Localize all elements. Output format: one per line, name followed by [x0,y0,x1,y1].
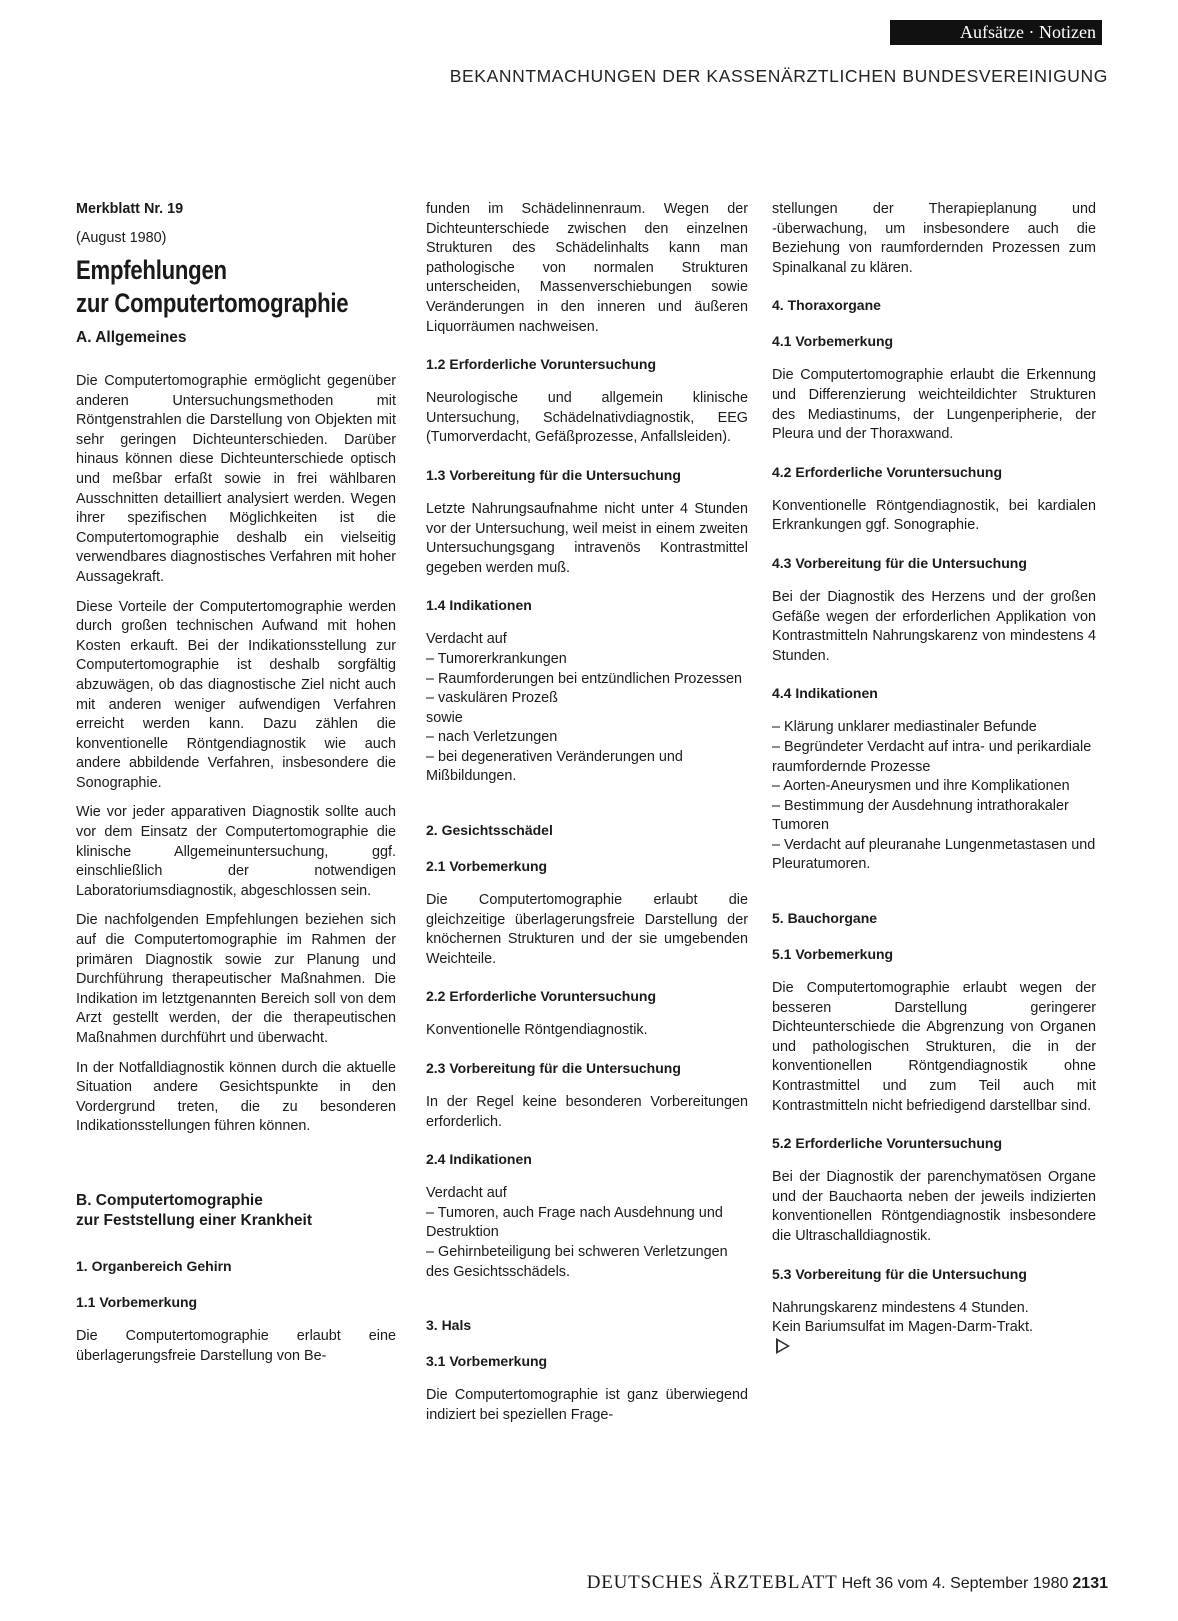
title-line-2: zur Computertomographie [76,288,349,318]
list-item: – Begründeter Verdacht auf intra- und perikardiale raumfordernde Prozesse [772,738,1092,775]
heading-b-line-1: B. Computertomographie [76,1191,263,1209]
issue-info: Heft 36 vom 4. September 1980 [841,1575,1069,1592]
paragraph: Konventionelle Röntgendiagnostik, bei kardialen Erkrankungen ggf. Sonographie. [772,497,1096,534]
paragraph: Diese Vorteile der Computertomographie werden durch großen technischen Aufwand mit hohen Kosten erkauft. Bei der Indikationsstellung zur Computertomographie ist deshalb sorgfältig abzuwägen, ob das diagnostische Ziel nicht auch mit anderen weniger aufwendigen Verfahren erreicht werden kann. Dazu zählen die konventionelle Röntgendiagnostik wie auch andere abbildende Verfahren, insbesondere die Sonographie. [76,598,396,791]
list-item: – Raumforderungen bei entzündlichen Prozessen [426,670,742,687]
list-item: sowie [426,709,463,726]
heading-1: 1. Organbereich Gehirn [76,1257,232,1274]
list-item: Verdacht auf [426,1185,507,1202]
text-line-with-arrow [772,1318,1096,1354]
list-item: – Klärung unklarer mediastinaler Befunde [772,719,1037,736]
heading-4-4: 4.4 Indikationen [772,685,878,702]
paragraph: stellungen der Therapieplanung und -überwachung, um insbesondere auch die Beziehung von raumfordernden Prozessen zum Spinalkanal zu klären. [772,201,1096,276]
heading-4-1: 4.1 Vorbemerkung [772,333,894,350]
heading-b-line-2: zur Feststellung einer Krankheit [76,1211,312,1229]
text-line: Kein Bariumsulfat im Magen-Darm-Trakt. [772,1319,1033,1336]
column-3 [772,200,1096,1364]
indication-list-4-4 [772,718,1096,875]
paragraph: Die Computertomographie erlaubt die Erkennung und Differenzierung weichteildichter Strukturen des Mediastinums, der Lungenperipherie, der Pleura und der Thoraxwand. [772,367,1096,443]
list-item: – Verdacht auf pleuranahe Lungenmetastasen und Pleuratumoren. [772,836,1096,873]
heading-2-3: 2.3 Vorbereitung für die Untersuchung [426,1060,681,1077]
masthead: DEUTSCHES ÄRZTEBLATT [586,1572,838,1593]
list-item: – Tumoren, auch Frage nach Ausdehnung und Destruktion [426,1204,723,1241]
title-line-1: Empfehlungen [76,255,227,285]
list-item: Verdacht auf [426,631,507,648]
merkblatt-date: (August 1980) [76,230,167,246]
list-item: – Bestimmung der Ausdehnung intrathorakaler Tumoren [772,797,1069,834]
heading-5-3: 5.3 Vorbereitung für die Untersuchung [772,1265,1027,1282]
heading-1-3: 1.3 Vorbereitung für die Untersuchung [426,466,681,483]
heading-3: 3. Hals [426,1317,472,1334]
list-item: – vaskulären Prozeß [426,690,558,707]
heading-5-2: 5.2 Erforderliche Voruntersuchung [772,1135,1003,1152]
list-item: – Tumorerkrankungen [426,650,567,667]
running-header: BEKANNTMACHUNGEN DER KASSENÄRZTLICHEN BUNDESVEREINIGUNG [449,66,1108,86]
column-1 [76,200,396,1376]
list-item: – Aorten-Aneurysmen und ihre Komplikationen [772,778,1070,795]
paragraph: Letzte Nahrungsaufnahme nicht unter 4 Stunden vor der Untersuchung, weil meist in einem zweiten Untersuchungsgang intravenös Kontrastmittel gegeben werden muß. [426,500,748,576]
heading-2-2: 2.2 Erforderliche Voruntersuchung [426,988,657,1005]
indication-list-2-4 [426,1184,748,1282]
indication-list-1-4 [426,630,748,787]
heading-4-3: 4.3 Vorbereitung für die Untersuchung [772,554,1027,571]
paragraph: Wie vor jeder apparativen Diagnostik sollte auch vor dem Einsatz der Computertomographie die klinische Allgemeinuntersuchung, ggf. einschließlich der notwendigen Laboratoriumsdiagnostik, abgeschlossen sein. [76,804,396,899]
paragraph: Die Computertomographie erlaubt wegen der besseren Darstellung geringerer Dichteunterschiede die Abgrenzung von Organen und pathologischen Strukturen, die in der konventionellen Röntgendiagnostik ohne Kontrastmittel und zum Teil auch mit Kontrastmitteln nicht befriedigend darstellbar sind. [772,980,1096,1114]
heading-1-4: 1.4 Indikationen [426,597,532,614]
list-item: – bei degenerativen Veränderungen und Mißbildungen. [426,748,683,785]
paragraph: Konventionelle Röntgendiagnostik. [426,1022,648,1039]
paragraph: funden im Schädelinnenraum. Wegen der Dichteunterschiede zwischen den einzelnen Strukturen des Schädelinhalts kann man pathologische von normalen Strukturen unterscheiden, Massenverschiebungen sowie Veränderungen in den inneren und äußeren Liquorräumen nachweisen. [426,201,748,335]
paragraph: Bei der Diagnostik der parenchymatösen Organe und der Bauchaorta neben der jeweils indizierten konventionellen Röntgendiagnostik insbesondere die Ultraschalldiagnostik. [772,1169,1096,1244]
heading-4: 4. Thoraxorgane [772,297,881,314]
heading-1-2: 1.2 Erforderliche Voruntersuchung [426,356,657,373]
heading-5: 5. Bauchorgane [772,910,878,927]
paragraph: Neurologische und allgemein klinische Untersuchung, Schädelnativdiagnostik, EEG (Tumorverdacht, Gefäßprozesse, Anfallsleiden). [426,390,748,446]
continue-arrow-icon [776,1338,790,1354]
heading-2-4: 2.4 Indikationen [426,1151,532,1168]
heading-1-1: 1.1 Vorbemerkung [76,1293,198,1310]
paragraph: Die Computertomographie erlaubt eine überlagerungsfreie Darstellung von Be- [76,1327,396,1364]
list-item: – Gehirnbeteiligung bei schweren Verletzungen des Gesichtsschädels. [426,1244,728,1280]
column-2 [426,200,748,1435]
preparation-text [772,1299,1096,1354]
paragraph: Die nachfolgenden Empfehlungen beziehen sich auf die Computertomographie im Rahmen der primären Diagnostik sowie zur Planung und Durchführung therapeutischer Maßnahmen. Die Indikation im letztgenannten Bereich soll von dem Arzt gestellt werden, der die therapeutischen Maßnahmen durchführt und überwacht. [76,912,396,1046]
page-footer [587,1572,1108,1594]
heading-b [76,1191,396,1231]
text-line: Nahrungskarenz mindestens 4 Stunden. [772,1299,1029,1316]
list-item: – nach Verletzungen [426,729,558,746]
paragraph: In der Notfalldiagnostik können durch die aktuelle Situation andere Gesichtspunkte in den Vordergrund treten, die zu besonderen Indikationsstellungen führen können. [76,1059,396,1135]
heading-a: A. Allgemeines [76,329,187,346]
merkblatt-number: Merkblatt Nr. 19 [76,201,184,217]
paragraph: Die Computertomographie ermöglicht gegenüber anderen Untersuchungsmethoden mit Röntgenstrahlen die Darstellung von Objekten mit sehr geringen Dichteunterschieden. Darüber hinaus können diese Dichteunterschiede optisch und meßbar erfaßt sowie in frei wählbaren Ausschnitten detailliert analysiert werden. Wegen ihrer spezifischen Möglichkeiten ist die Computertomographie deshalb ein vielseitig verwendbares diagnostisches Verfahren mit hoher Aussagekraft. [76,373,396,585]
heading-4-2: 4.2 Erforderliche Voruntersuchung [772,463,1003,480]
heading-2: 2. Gesichtsschädel [426,822,553,839]
heading-3-1: 3.1 Vorbemerkung [426,1353,548,1370]
paragraph: Bei der Diagnostik des Herzens und der großen Gefäße wegen der erforderlichen Applikation von Kontrastmitteln Nahrungskarenz von mindestens 4 Stunden. [772,588,1096,664]
heading-5-1: 5.1 Vorbemerkung [772,946,894,963]
article-title [76,254,349,320]
section-tag: Aufsätze · Notizen [890,20,1102,45]
heading-2-1: 2.1 Vorbemerkung [426,858,548,875]
page-number: 2131 [1072,1575,1108,1592]
paragraph: Die Computertomographie ist ganz überwiegend indiziert bei speziellen Frage- [426,1387,748,1423]
paragraph: In der Regel keine besonderen Vorbereitungen erforderlich. [426,1094,748,1130]
paragraph: Die Computertomographie erlaubt die gleichzeitige überlagerungsfreie Darstellung der knöchernen Strukturen und der sie umgebenden Weichteile. [426,892,748,967]
